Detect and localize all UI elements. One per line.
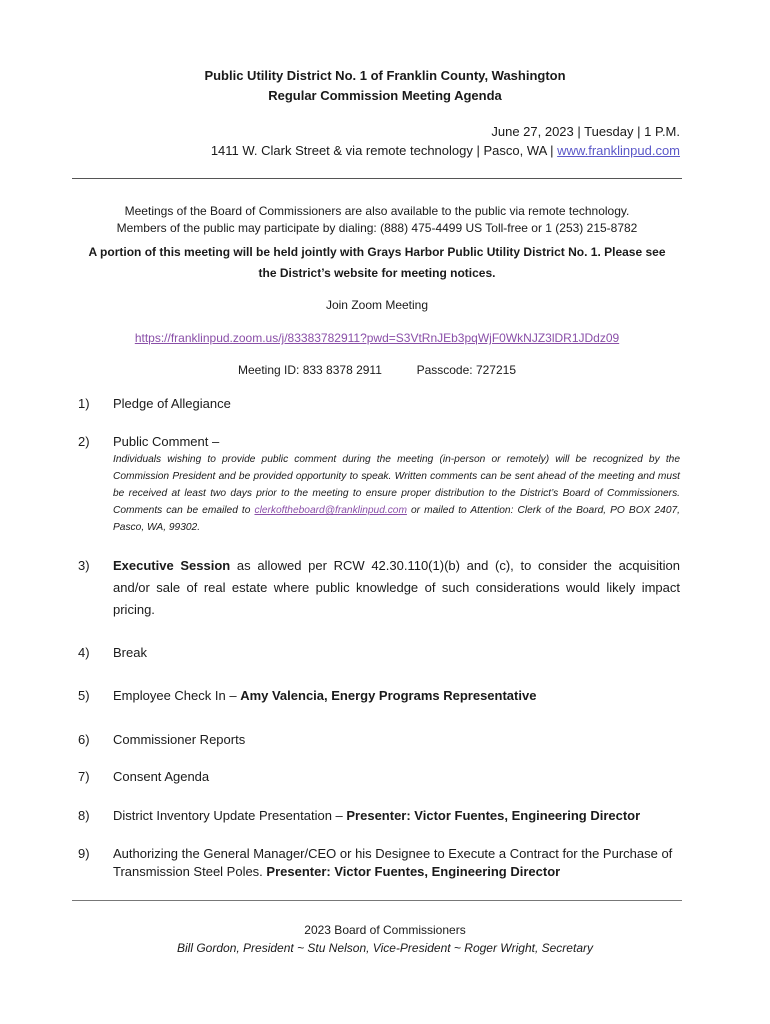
- remote-notice-line-1: Meetings of the Board of Commissioners are also available to the public via remote technology.: [124, 204, 630, 218]
- item-text: Consent Agenda: [113, 769, 210, 784]
- item-rest-text: District Inventory Update Presentation –: [113, 808, 347, 823]
- header-divider: [72, 178, 682, 179]
- item-rest-text: Employee Check In –: [113, 688, 241, 703]
- meeting-credentials: [72, 362, 682, 379]
- website-link[interactable]: www.franklinpud.com: [557, 143, 680, 158]
- meeting-info: [60, 122, 680, 160]
- remote-notice-line-2: Members of the public may participate by dialing: (888) 475-4499 US Toll-free or 1 (253) 215-8782: [116, 221, 638, 235]
- item-text: Pledge of Allegiance: [113, 396, 231, 411]
- item-number: 1): [78, 396, 90, 411]
- address-line: [60, 141, 680, 160]
- item-text: Break: [113, 645, 147, 660]
- item-number: 3): [78, 558, 90, 573]
- joint-notice-line-2: the District’s website for meeting notices.: [258, 266, 496, 280]
- item-text: [113, 845, 680, 881]
- title-line-1: Public Utility District No. 1 of Franklin County, Washington: [204, 68, 566, 83]
- instructions-text-b: or mailed to Attention: Clerk of the Board, PO BOX 2407, Pasco, WA, 99302.: [113, 505, 680, 533]
- remote-notice: [72, 203, 682, 237]
- item-text: Commissioner Reports: [113, 732, 246, 747]
- item-bold-text: Presenter: Victor Fuentes, Engineering Director: [346, 808, 641, 823]
- meeting-id: Meeting ID: 833 8378 2911: [238, 363, 382, 377]
- item-bold-text: Amy Valencia, Energy Programs Representative: [240, 688, 537, 703]
- date-line: June 27, 2023 | Tuesday | 1 P.M.: [491, 124, 680, 139]
- item-bold-text: Executive Session: [113, 558, 231, 573]
- item-number: 7): [78, 769, 90, 784]
- footer-divider: [72, 900, 682, 901]
- zoom-label: Join Zoom Meeting: [325, 298, 429, 312]
- item-number: 6): [78, 732, 90, 747]
- board-title: 2023 Board of Commissioners: [304, 923, 466, 937]
- item-text: Public Comment –: [113, 434, 220, 449]
- item-number: 2): [78, 434, 90, 449]
- instructions-text-a: Individuals wishing to provide public comment during the meeting (in-person or remotely) will be recognized by the Commission President and be provided opportunity to speak. Written comments can be sent ahead of the meeting and must be received at least two days prior to the meeting to ensure proper distribution to the District’s Board of Commissioners. Comments can be emailed to: [113, 454, 680, 516]
- item-rest-text: Authorizing the General Manager/CEO or his Designee to Execute a Contract for the Purchase of Transmission Steel Poles.: [113, 846, 673, 879]
- passcode: Passcode: 727215: [416, 363, 516, 377]
- document-title: [0, 66, 770, 106]
- item-number: 4): [78, 645, 90, 660]
- joint-meeting-notice: [72, 242, 682, 284]
- item-text: [113, 808, 680, 823]
- title-line-2: Regular Commission Meeting Agenda: [268, 88, 502, 103]
- item-bold-text: Presenter: Victor Fuentes, Engineering Director: [266, 864, 561, 879]
- item-text: [113, 688, 680, 703]
- item-rest-text: as allowed per RCW 42.30.110(1)(b) and (c), to consider the acquisition and/or sale of real estate where public knowledge of such considerations would likely impact pricing.: [113, 558, 680, 617]
- board-members: Bill Gordon, President ~ Stu Nelson, Vice-President ~ Roger Wright, Secretary: [177, 941, 593, 955]
- item-number: 5): [78, 688, 90, 703]
- item-text: [113, 555, 680, 621]
- public-comment-instructions: [113, 451, 680, 536]
- item-number: 8): [78, 808, 90, 823]
- zoom-link-row: [72, 330, 682, 347]
- zoom-meeting-link[interactable]: https://franklinpud.zoom.us/j/83383782911?pwd=S3VtRnJEb3pqWjF0WkNJZ3lDR1JDdz09: [134, 331, 620, 345]
- joint-notice-line-1: A portion of this meeting will be held jointly with Grays Harbor Public Utility District No. 1. Please see: [88, 245, 666, 259]
- address-text: 1411 W. Clark Street & via remote technology | Pasco, WA |: [210, 143, 558, 158]
- clerk-email-link[interactable]: clerkoftheboard@franklinpud.com: [254, 505, 407, 516]
- item-number: 9): [78, 846, 90, 861]
